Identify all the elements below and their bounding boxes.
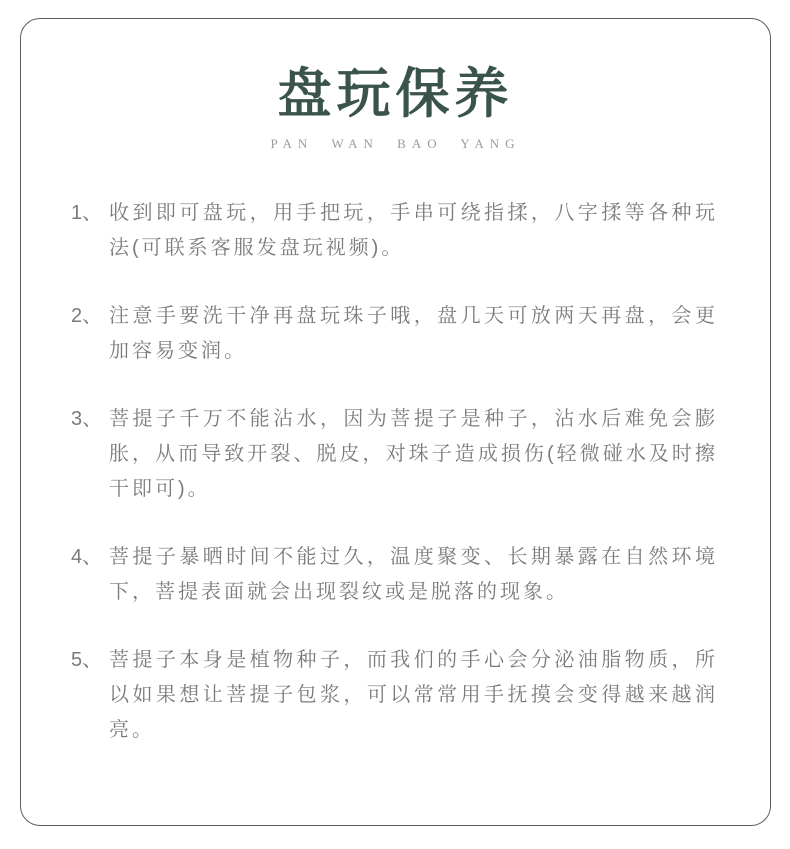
item-text: 菩提子千万不能沾水，因为菩提子是种子，沾水后难免会膨胀，从而导致开裂、脱皮，对珠子造成损伤(轻微碰水及时擦干即可)。 [109, 408, 718, 500]
item-text: 菩提子本身是植物种子，而我们的手心会分泌油脂物质，所以如果想让菩提子包浆，可以常常用手抚摸会变得越来越润亮。 [109, 649, 718, 741]
item-text: 菩提子暴晒时间不能过久，温度聚变、长期暴露在自然环境下，菩提表面就会出现裂纹或是脱落的现象。 [109, 546, 718, 603]
item-number: 5、 [71, 649, 103, 671]
care-instructions-card [20, 18, 771, 826]
item-number: 3、 [71, 408, 103, 430]
care-list [21, 196, 770, 748]
item-number: 4、 [71, 546, 103, 568]
care-list-item [71, 402, 718, 507]
care-list-item [71, 540, 718, 610]
care-list-item [71, 643, 718, 748]
item-text: 注意手要洗干净再盘玩珠子哦，盘几天可放两天再盘，会更加容易变润。 [109, 305, 718, 362]
care-list-item [71, 196, 718, 266]
item-number: 2、 [71, 305, 103, 327]
page-subtitle: PAN WAN BAO YANG [270, 136, 521, 151]
item-number: 1、 [71, 202, 103, 224]
item-text: 收到即可盘玩，用手把玩，手串可绕指揉，八字揉等各种玩法(可联系客服发盘玩视频)。 [109, 202, 718, 259]
page-title: 盘玩保养 [277, 64, 514, 124]
care-list-item [71, 299, 718, 369]
